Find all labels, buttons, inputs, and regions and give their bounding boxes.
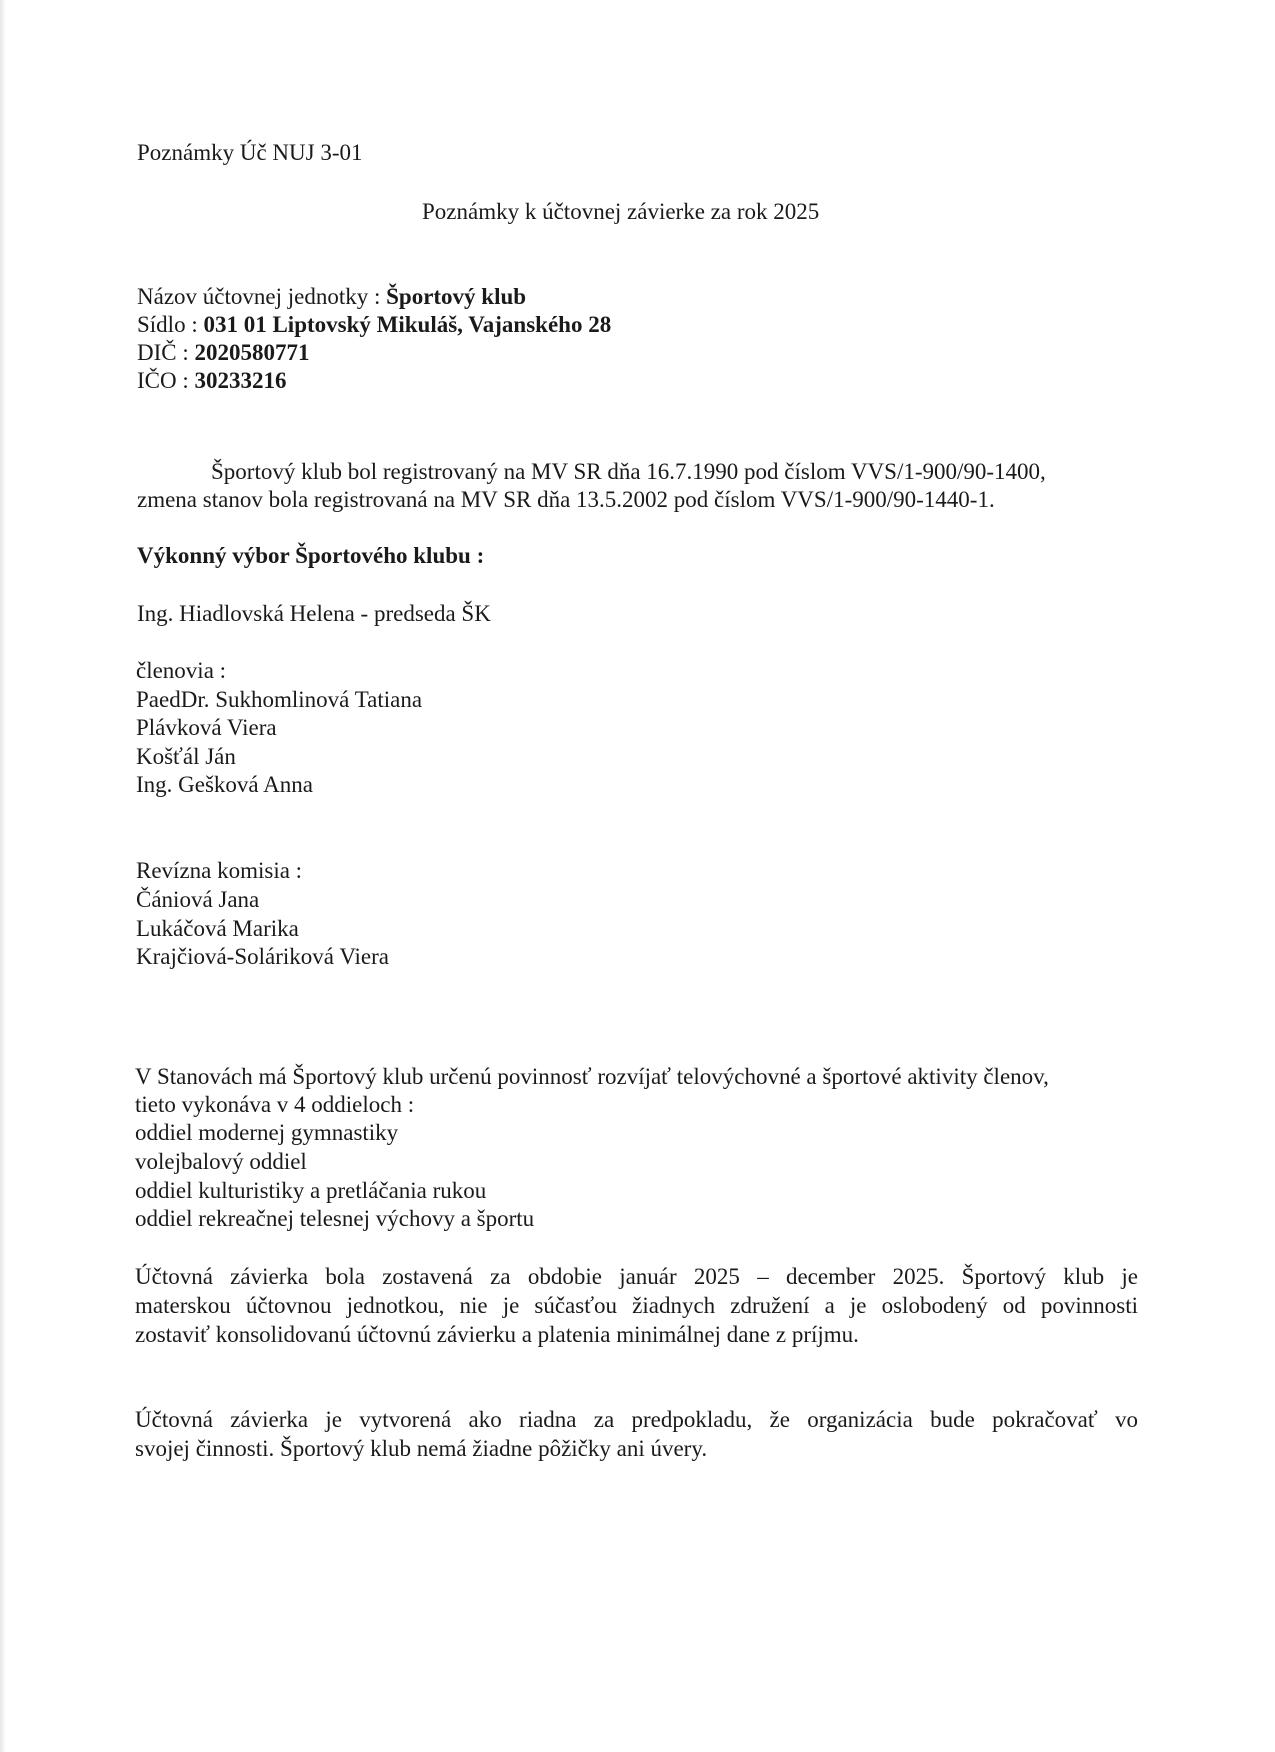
entity-ico-value: 30233216 bbox=[194, 368, 287, 393]
board-members-label: členovia : bbox=[136, 658, 227, 683]
entity-seat-label: Sídlo : bbox=[137, 312, 198, 337]
board-member: Košťál Ján bbox=[136, 744, 236, 769]
registration-line-2: zmena stanov bola registrovaná na MV SR dňa 13.5.2002 pod číslom VVS/1-900/90-1440-1. bbox=[137, 487, 995, 512]
audit-member: Krajčiová-Soláriková Viera bbox=[136, 944, 390, 969]
activities-line-2: tieto vykonáva v 4 oddieloch : bbox=[135, 1092, 415, 1117]
entity-dic-row bbox=[137, 340, 310, 366]
activity-section: oddiel kulturistiky a pretláčania rukou bbox=[135, 1178, 487, 1203]
period-line-1: Účtovná závierka bola zostavená za obdobie január 2025 – december 2025. Športový klub je bbox=[135, 1264, 1138, 1289]
going-concern-line-1: Účtovná závierka je vytvorená ako riadna za predpokladu, že organizácia bude pokračovať vo bbox=[135, 1407, 1138, 1432]
board-heading: Výkonný výbor Športového klubu : bbox=[137, 543, 485, 568]
going-concern-line-2: svojej činnosti. Športový klub nemá žiadne pôžičky ani úvery. bbox=[135, 1436, 708, 1461]
document-title: Poznámky k účtovnej závierke za rok 2025 bbox=[422, 199, 820, 224]
entity-name-label: Názov účtovnej jednotky : bbox=[137, 284, 381, 309]
activities-line-1: V Stanovách má Športový klub určenú povinnosť rozvíjať telovýchovné a športové aktivity členov, bbox=[135, 1064, 1049, 1089]
activity-section: volejbalový oddiel bbox=[135, 1149, 307, 1174]
board-chair: Ing. Hiadlovská Helena - predseda ŠK bbox=[137, 601, 491, 626]
entity-name-value: Športový klub bbox=[386, 284, 527, 309]
entity-ico-label: IČO : bbox=[137, 368, 189, 393]
activity-section: oddiel modernej gymnastiky bbox=[135, 1120, 399, 1145]
entity-dic-label: DIČ : bbox=[137, 340, 189, 365]
board-member: Plávková Viera bbox=[136, 715, 277, 740]
document-reference: Poznámky Úč NUJ 3-01 bbox=[137, 140, 363, 165]
audit-member: Lukáčová Marika bbox=[136, 916, 299, 941]
scan-edge-shadow bbox=[0, 0, 6, 1752]
period-line-3: zostaviť konsolidovanú účtovnú závierku a platenia minimálnej dane z príjmu. bbox=[135, 1322, 859, 1347]
registration-line-1: Športový klub bol registrovaný na MV SR dňa 16.7.1990 pod číslom VVS/1-900/90-1400, bbox=[211, 459, 1046, 484]
audit-label: Revízna komisia : bbox=[136, 858, 303, 883]
audit-member: Čániová Jana bbox=[136, 887, 260, 912]
activity-section: oddiel rekreačnej telesnej výchovy a športu bbox=[135, 1206, 535, 1231]
period-line-2: materskou účtovnou jednotkou, nie je súčasťou žiadnych združení a je oslobodený od povinnosti bbox=[135, 1293, 1138, 1318]
entity-seat-row bbox=[137, 312, 611, 338]
entity-ico-row bbox=[137, 368, 287, 394]
board-member: PaedDr. Sukhomlinová Tatiana bbox=[136, 687, 423, 712]
entity-seat-value: 031 01 Liptovský Mikuláš, Vajanského 28 bbox=[203, 312, 612, 337]
entity-dic-value: 2020580771 bbox=[194, 340, 310, 365]
entity-name-row bbox=[137, 284, 526, 310]
board-member: Ing. Gešková Anna bbox=[136, 772, 313, 797]
